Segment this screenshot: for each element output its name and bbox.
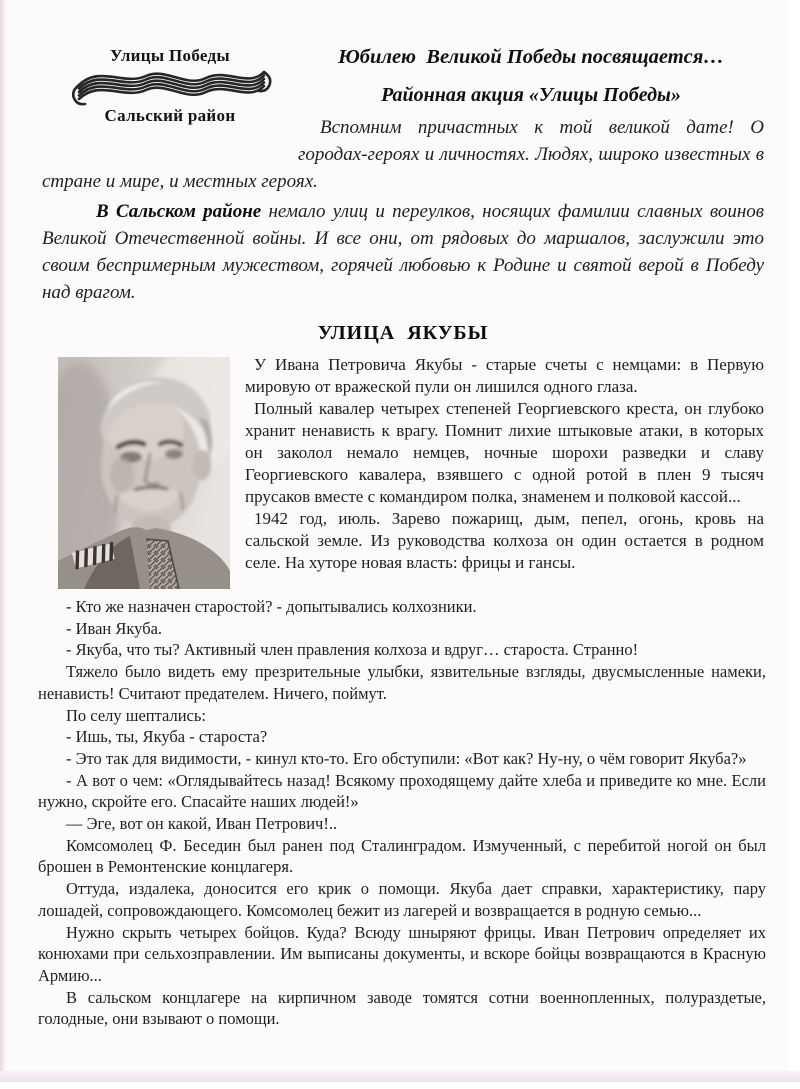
scan-shadow-bottom (0, 1071, 800, 1082)
article-paragraph: У Ивана Петровича Якубы - старые счеты с немцами: в Первую мировую от вражеской пули он лишился одного глаза. (245, 355, 764, 396)
district-paragraph (42, 198, 764, 306)
intro-paragraph: Вспомним причастных к той великой дате! О городах-героях и личностях. Людях, широко известных в стране и мире, и местных героях. (42, 117, 764, 192)
logo (42, 40, 298, 150)
article-paragraph: В сальском концлагере на кирпичном заводе томятся сотни военнопленных, полураздетые, голодные, они взывают о помощи. (38, 987, 766, 1029)
georgian-ribbon-icon (67, 62, 273, 112)
article-title: УЛИЦА ЯКУБЫ (317, 322, 489, 344)
article-top-section (42, 354, 764, 574)
dialogue-line: - Кто же назначен старостой? - допытывались колхозники. (66, 597, 477, 616)
article-paragraph: Комсомолец Ф. Беседин был ранен под Сталинградом. Измученный, с перебитой ногой он был брошен в Ремонтенские концлагеря. (38, 835, 766, 877)
article-paragraph: По селу шептались: (66, 705, 206, 725)
action-title-heading: Районная акция «Улицы Победы» (381, 84, 681, 106)
dialogue-line: - Это так для видимости, - кинул кто-то. Его обступили: «Вот как? Ну-ну, о чём говорит Якуба?» (66, 748, 747, 768)
dialogue-line: - А вот о чем: «Оглядывайтесь назад! Всякому проходящему дайте хлеба и приведите ко мне. Если нужно, скройте его. Спасайте наших людей!» (38, 770, 766, 812)
portrait-photo-illustration (58, 357, 230, 589)
dedication-heading: Юбилею Великой Победы посвящается… (338, 46, 724, 68)
logo-subtitle: Сальский район (104, 106, 236, 125)
dialogue-line: - Иван Якуба. (66, 618, 163, 638)
article-paragraph: Нужно скрыть четырех бойцов. Куда? Всюду шныряют фрицы. Иван Петрович определяет их конюхами при сельхозправлении. Им выписаны документы, и вскоре бойцы возвращаются в Красную Армию... (38, 922, 766, 985)
article-paragraph: Оттуда, издалека, доносится его крик о помощи. Якуба дает справки, характеристику, пару лошадей, сопровождающего. Комсомолец бежит из лагерей и возвращается в родную семью... (38, 879, 766, 920)
article-bottom-section (38, 593, 766, 1030)
article-paragraph: 1942 год, июль. Зарево пожарищ, дым, пепел, огонь, кровь на сальской земле. Из руководства колхоза он один остается в родном селе. На хуторе новая власть: фрицы и гансы. (245, 509, 764, 572)
dialogue-line: — Эге, вот он какой, Иван Петрович!.. (66, 814, 338, 834)
dialogue-line: - Якуба, что ты? Активный член правления колхоза и вдруг… староста. Странно! (66, 640, 639, 660)
logo-title: Улицы Победы (109, 46, 230, 65)
article-paragraph: Тяжело было видеть ему презрительные улыбки, язвительные взгляды, двусмысленные намеки, ненависть! Считают предателем. Ничего, поймут. (38, 662, 766, 703)
dialogue-line: - Ишь, ты, Якуба - староста? (66, 727, 268, 747)
district-rest: немало улиц и переулков, носящих фамилии славных воинов Великой Отечественной войны. И все они, от рядовых до маршалов, заслужили это своим беспримерным мужеством, горячей любовью к Родине и святой верой в Победу над врагом. (42, 201, 764, 303)
page-content (38, 40, 766, 1030)
scan-margin-bottom (0, 1082, 800, 1089)
scan-shadow-left (0, 0, 6, 1089)
district-lead: В Сальском районе (96, 201, 262, 222)
article-paragraph: Полный кавалер четырех степеней Георгиевского креста, он глубоко хранит ненависть к врагу. Помнит лихие штыковые атаки, в которых он заколол немало немцев, ночные шорохи разведки и славу Георгиевского кавалера, взявшего с одной ротой в плен 9 тысяч прусаков вместе с командиром полка, знаменем и полковой кассой... (245, 399, 764, 506)
scan-margin-right (788, 0, 800, 1089)
portrait-photo (58, 357, 230, 589)
